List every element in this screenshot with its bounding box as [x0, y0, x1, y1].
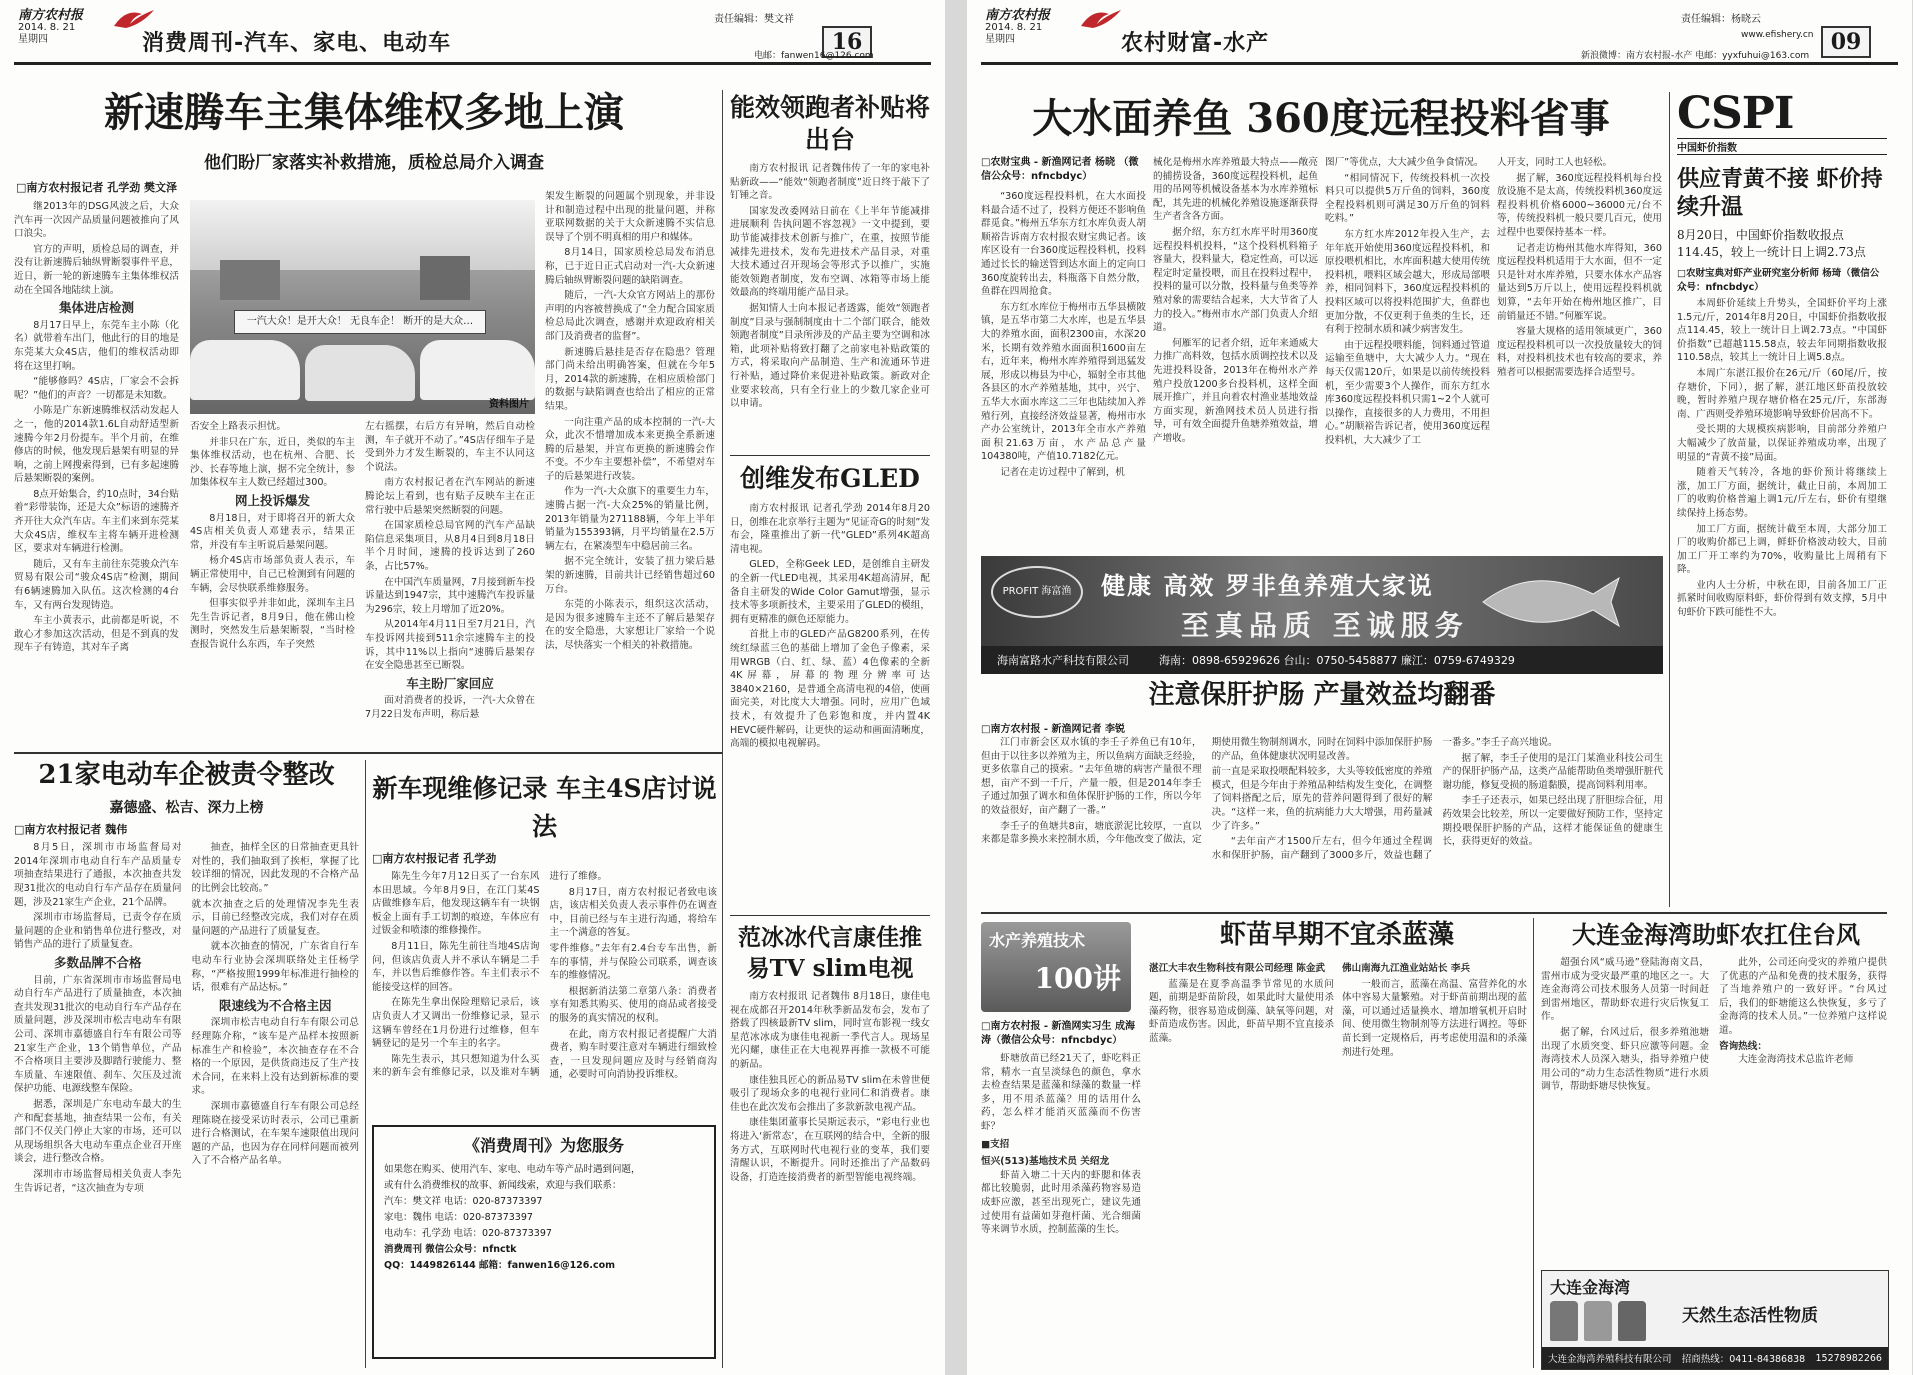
- left-page: [0, 0, 945, 1375]
- ad-company-tag: PROFIT 海富渔: [991, 566, 1083, 618]
- shrimp-paragraph: 一般而言，蓝藻在高温、富营养化的水体中容易大量繁殖。对于虾苗前期出现的蓝藻，可以通过适量换水、增加增氧机开启时间、使用微生物制剂等方法进行调控。等虾苗长到一定规格后，再考虑使用温和的杀藻剂进行处理。: [1342, 978, 1527, 1058]
- energy-story: [730, 92, 930, 430]
- cspi-paragraph: 受长期的大规模疾病影响，目前部分养殖户大幅减少了放苗量，以保证养殖成功率，出现了明显的“青黄不接”局面。: [1677, 424, 1887, 463]
- liver-paragraph: 李壬子还表示，如果已经出现了肝胆综合征，用药效果会比较差，所以一定要做好预防工作，坚持定期投喂保肝护肠的产品，这样才能保证鱼的健康生长，获得更好的效益。: [1442, 795, 1663, 848]
- lead-paragraph: 从2014年4月11日至7月21日，汽车投诉网共接到511余宗速腾车主的投诉，其中11%以上指向“速腾后悬架存在安全隐患甚至已断裂。: [365, 619, 535, 672]
- energy-paragraph: 据知情人士向本报记者透露，能效“领跑者制度”目录与强制制度由十二个部门联合，能效领跑者制度”目录所涉及的产品主要为空调和冰箱，此项补贴将致打翻了之前家电补贴政策的方式，将采取向产品制造、生产和流通环节进行补贴，通过降价来促进补贴政策。新政对企业要求较高，只有全行业上的少数几家企业可以申请。: [730, 302, 930, 410]
- photo-caption: 资料图片: [489, 399, 529, 410]
- record-paragraph: 在陈先生拿出保险理赔记录后，该店负责人才又调出一份维修记录，显示这辆车曾经在1月份进行过维修，但车辆登记的是另一个车主的名字。: [372, 997, 540, 1050]
- dalian-ad: [1541, 1270, 1889, 1370]
- dalian-ad-slogan: 天然生态活性物质: [1682, 1306, 1818, 1326]
- shrimp-col-2: [1149, 962, 1334, 1368]
- aqua-paragraph: 由于远程投喂料能，饲料通过管道运输至鱼塘中，大大减少人力。“现在每天仅需120斤，如果是以前传统投料机，至少需要3个人操作，而东方红水库360度远程投料机只需1~2个人就可以操作，直接很多的人力费用，不用担心。”胡顺裕告诉记者，使用360度远程投料机，大大减少了工: [1325, 339, 1490, 446]
- lead-paragraph: 并非只在广东，近日，类似的车主集体维权活动，也在杭州、合肥、长沙、长春等地上演，据不完全统计，参加集体权车主人数已经超过300。: [190, 436, 355, 489]
- aqua-paragraph: 械化是梅州水库养殖最大特点——敞亮的捕捞设备，360度远程投料机，起鱼用的吊网等机械设备基本为水库养殖标配，其先进的机械化养殖设施逐渐获得生产者含各方面。: [1153, 157, 1318, 223]
- paper-name: 南方农村报: [985, 8, 1051, 23]
- ev-paragraph: 就本次抽查之后的处理情况李先生表示，目前已经整改完成，我们对存在质量问题的产品进行了质量复查。: [191, 898, 359, 937]
- record-body: [372, 870, 717, 1118]
- cspi-headline: 供应青黄不接 虾价持续升温: [1677, 166, 1883, 220]
- ad-footer: [981, 646, 1663, 674]
- left-masthead: [14, 0, 931, 65]
- ev-paragraph: 深圳市松吉电动自行车有限公司总经理陈介称，“该车是产品样本按照新标准生产和检验”，本次抽查存在不合格的一个原因，是供货商违反了生产技术合同，在来料上没有达到新标准的要求。: [191, 1017, 359, 1097]
- lead-col-3: [365, 420, 535, 748]
- fanbingbing-paragraph: 康佳独具匠心的新品易TV slim在未曾世便吸引了现场众多的电视行业同仁和消费者。康佳也在此次发布会推出了多款新款电视产品。: [730, 1074, 930, 1113]
- ad-line: 家电：魏伟 电话：020-87373397: [384, 1212, 533, 1223]
- lead-paragraph: 新速腾后悬挂是否存在隐患？管理部门尚未给出明确答案，但就在今年5月，2014款的新速腾，在相应质检部门的数据与缺陷调查也给出了相应的正常结果。: [545, 346, 715, 412]
- lead-paragraph: 随后，一汽-大众官方网站上的那份声明的内容被替换成了“全力配合国家质检总局此次调查，感谢并欢迎政府相关部门及消费者的监督”。: [545, 290, 715, 342]
- contact-email: 新浪微博：南方农村报-水产 电邮：yyxfuhui@163.com: [1581, 51, 1810, 61]
- lead-paragraph: 随后，又有车主前往东莞骏众汽车贸易有限公司“骏众4S店”检测，期间有6辆速腾加入队伍。这次检测的4台车，又有两台发现铸造。: [14, 558, 179, 611]
- aqua-col-3: [1325, 156, 1490, 550]
- consumer-weekly-ad: [372, 1125, 716, 1359]
- ad-line: 或有什么消费维权的故事、新闻线索，欢迎与我们联系：: [384, 1180, 622, 1191]
- gled-paragraph: GLED，全称Geek LED，是创维自主研发的全新一代LED电视，其采用4K超高清屏，配备自主研发的Wide Color Gamut增强，显示技术等多项新技术，主要采用了GLED的模组，拥有更精准的颜色还原能力。: [730, 559, 930, 625]
- record-paragraph: 在此，南方农村报记者提醒广大消费者，购车时要注意对车辆进行细致检查，一旦发现问题应及时与经销商沟通，必要时可向消协投诉维权。: [549, 1028, 717, 1081]
- shrimp-paragraph: 虾苗入塘二十天内的虾腮和体表都比较脆弱，此时用杀藻药物容易造成虾应激，甚至出现死亡，建议先通过使用有益菌如芽孢杆菌、光合细菌等来调节水质，控制蓝藻的生长。: [981, 1169, 1141, 1236]
- aqua-paragraph: 图厂”等优点，大大减少鱼争食情况。: [1325, 157, 1484, 168]
- aqua-col-2: [1153, 156, 1318, 550]
- record-paragraph: 根据新消法第二章第八条：消费者享有知悉其购买、使用的商品或者接受的服务的真实情况的权利。: [549, 985, 717, 1024]
- aqua-paragraph: 人开支，同时工人也轻松。: [1497, 157, 1613, 168]
- aqua-col-4: [1497, 156, 1662, 550]
- dalian-body: [1541, 956, 1887, 1266]
- lead-paragraph: 架发生断裂的问题属个别现象，并非设计和制造过程中出现的批量问题，并称亚联网数据的关于大众新速腾不实信息误导了个别不明真相的用户和媒体。: [545, 191, 715, 243]
- right-masthead: [981, 0, 1898, 65]
- lead-paragraph: 杨介4S店市场部负责人表示，车辆正常使用中，自己已检测到有问题的车辆，会尽快联系维修服务。: [190, 555, 355, 594]
- gled-story: [730, 462, 930, 882]
- ev-paragraph: 据悉，深圳是广东电动车最大的生产和配套基地，抽查结果一公布，有关部门不仅关门停止大家的市场，还可以从现场组织各大电动车重点企业召开座谈会，进行整改合格。: [14, 1098, 182, 1165]
- lead-paragraph: 左右摇摆，右后方有异响，然后自动检测，车子就开不动了。”4S店仔细车子是受到外力才发生断裂的，车主不认同这个说法。: [365, 421, 535, 473]
- ev-subhead: 限速线为不合格主因: [218, 997, 332, 1013]
- gled-headline: 创维发布GLED: [740, 464, 920, 493]
- shrimp-expert: 佛山南海九江渔业站站长 李兵: [1342, 963, 1471, 974]
- section-title: 消费周刊-汽车、家电、电动车: [142, 31, 452, 56]
- fanbingbing-headline: 范冰冰代言康佳推易TV slim电视: [738, 924, 922, 982]
- record-paragraph: 8月11日，陈先生前往当地4S店询问，但该店负责人并不承认车辆是二手车，并以售后维修作答。车主们表示不能接受这样的回答。: [372, 940, 540, 993]
- lead-subhead: 网上投诉爆发: [234, 492, 310, 508]
- dalian-ad-mobile: 15278982266: [1815, 1352, 1882, 1364]
- lead-paragraph: 面对消费者的投诉，一汽-大众曾在7月22日发布声明，称后悬: [365, 695, 535, 720]
- lead-paragraph: 但事实似乎并非如此，深圳车主吕先生告诉记者，8月9日，他在佛山检测时，突然发生后悬架断裂，“当时检查报告说什么东西，车子突然: [190, 598, 355, 650]
- weekday-text: 星期四: [985, 34, 1015, 45]
- lead-paragraph: 作为一汽-大众旗下的重要生力车，速腾占据一汽-大众25%的销量比例，2013年销量为271188辆，今年上半年销量为155393辆，月平均销量在2.5万辆左右，在紧凑型车中稳居前三名。: [545, 486, 715, 552]
- cspi-story: [1677, 88, 1887, 837]
- lead-paragraph: 官方的声明，质检总局的调查，并没有让新速腾后轴纵臂断裂事件平息，近日，新一轮的新速腾车主集体维权活动在全国各地陆续上演。: [14, 243, 179, 296]
- ev-paragraph: 就本次抽查的情况，广东省自行车电动车行业协会深圳联络处主任杨学称，“严格按照1999年标准进行抽检的话，很难有产品达标。”: [191, 941, 359, 994]
- lead-subhead: 车主盼厂家回应: [406, 675, 494, 691]
- lead-paragraph: 在国家质检总局官网的汽车产品缺陷信息采集项目，从8月4日到8月18日半个月时间，速腾的投诉达到了260条，占比57%。: [365, 520, 535, 572]
- liver-paragraph: “去年亩产才1500斤左右，但今年通过全程调水和保肝护肠，亩产翻到了3000多斤，效益也翻了一番多。”李壬子高兴地说。: [1211, 737, 1558, 861]
- liver-headline: 注意保肝护肠 产量效益均翻番: [1148, 680, 1496, 710]
- lead-paragraph: 8月17日早上，东莞车主小陈（化名）就带着车出门，他此行的目的地是东莞某大众4S店，他们的维权活动即将在这里打响。: [14, 319, 179, 372]
- date-text: 2014. 8. 21: [985, 22, 1043, 33]
- aqua-paragraph: 容量大规格的适用领域更广，360度远程投料机可以一次投放量较大的饲料，对投料机技术也有较高的要求，养殖者可以根据需要选择合适型号。: [1497, 326, 1662, 378]
- aqua-paragraph: 东方红水库2012年投入生产，去年年底开始使用360度远程投料机，和原投喂机相比，水库面积越大使用传统投料机，喂料区域会越大，形成局部喂养，相同饲料下，360度远程投料机的投料区域可以将投料范围扩大，鱼群也更加分散，不仅更利于鱼类的生长，还有利于控制水质和减少病害发生。: [1325, 228, 1490, 336]
- record-paragraph: 陈先生表示，其只想知道为什么买来的新车会有维修记录，以及谁对车辆进行了维修。: [372, 871, 608, 1079]
- cspi-paragraph: 随着天气转冷，各地的虾价预计将继续上涨，加工厂方面，据统计，截止日前，本周加工厂的收购价格普遍上调1元/斤左右，虾价有望继续保持上扬态势。: [1677, 467, 1887, 519]
- dalian-paragraph: 超强台风“威马逊”登陆海南文昌，雷州市成为受灾最严重的地区之一。大连金海湾公司技术服务人员第一时间赶到雷州地区，帮助虾农进行灾后恢复工作。: [1541, 957, 1709, 1023]
- shrimp-headline: 虾苗早期不宜杀蓝藻: [1219, 920, 1454, 950]
- lead-paragraph: 8点开始集合，约10点时，34台贴着“彩带装饰，还是大众”标语的速腾齐齐开往大众汽车店。车主们来到东莞某大众4S店，维权车主将车辆开进检测区，要求对车辆进行检测。: [14, 488, 179, 555]
- aqua-paragraph: 记者在走访过程中了解到，机: [1000, 466, 1125, 478]
- energy-paragraph: 南方农村报讯 记者魏伟传了一年的家电补贴新政——“能效“领跑者制度”近日终于敲下了钉锤之音。: [730, 163, 930, 202]
- contact-email: 电邮：fanwen16@126.com: [754, 51, 874, 61]
- lead-paragraph: 一向注重产品的成本控制的一汽-大众，此次不惜增加成本来更换全系新速腾的后悬架，并宣布更换的新速腾会作不变。不少车主要想补偿”，不希望对车子的后悬架进行改装。: [545, 416, 715, 482]
- lead-paragraph: 8月18日，对于即将召开的新大众4S店相关负责人邓建表示，结果正常，并没有车主听说后悬架问题。: [190, 512, 355, 551]
- ev-paragraph: 深圳市嘉德盛自行车有限公司总经理陈晓在接受采访时表示，公司已重新进行合格测试，在车架车速限值出现问题的产品，也因为存在同样问题而被列入了不合格产品名单。: [191, 1100, 359, 1167]
- shrimp-paragraph: 蓝藻是在夏季高温季节常见的水质问题，前期是虾苗阶段，如果此时大量使用杀藻药物，很容易造成倒藻、缺氧等问题，对虾苗造成伤害。因此，虾苗早期不宜直接杀蓝藻。: [1149, 978, 1334, 1044]
- aqua-paragraph: “360度远程投料机，在大水面投料最合适不过了，投料方便还不影响鱼群觅食。”梅州五华东方红水库负责人胡顺裕告诉南方农村报农财宝典记者。该库区设有一台360度远程投料机，投料通过长长的输送管到达水面上的定向口360度旋转出去，料瓶落下自然分散，鱼群在四周抢食。: [981, 191, 1146, 298]
- lead-headline: 新速腾车主集体维权多地上演: [104, 89, 624, 136]
- tech-100-badge: [981, 922, 1131, 1012]
- shrimp-paragraph: 虾塘放苗已经21天了，虾吃料正常，精水一直呈淡绿色的颜色，拿水去检查结果是蓝藻和绿藻的数量一样多，用不用杀蓝藻？用的话用什么药，怎么样才能消灭蓝藻而不伤害虾？: [981, 1053, 1141, 1132]
- lead-paragraph: 东莞的小陈表示，组织这次活动，是因为很多速腾车主还不了解后悬架存在的安全隐患，大家想让厂家给一个说法，尽快落实一个相关的补救措施。: [545, 599, 715, 651]
- record-byline: □南方农村报记者 孔学劲: [372, 852, 497, 865]
- shrimp-subhead: ■支招: [981, 1138, 1010, 1150]
- ad-line: 汽车：樊文祥 电话：020-87373397: [384, 1196, 543, 1207]
- cspi-paragraph: 本周虾价延续上升势头，全国虾价平均上涨1.5元/斤，2014年8月20日，中国虾价指数收报点114.45，较上一统计日上调2.73点。“中国虾价指数”已超越115.58点，较去年同期指数收报110.58点，较其上一统计日上调5.8点。: [1677, 298, 1887, 364]
- aqua-col-1: [981, 190, 1146, 550]
- ev-paragraph: 8月5日，深圳市市场监督局对2014年深圳市电动自行车产品质量专项抽查结果进行了通报，本次抽查共发现31批次的电动自行车产品存在质量问题，涉及21家生产企业，21个品牌。: [14, 842, 182, 908]
- ev-paragraph: 抽查，抽样全区的日常抽查更具针对性的，我们抽取到了挨柜，掌握了比较详细的情况，因此发现的不合格产品的比例会比较高。”: [191, 842, 359, 895]
- aqua-paragraph: 何雁军的记者介绍，近年来通威大力推广高料效，包括水质调控技术以及先进投料设备，2013年在梅州水产养殖户投放1200多台投料机，这样全面展开推广，并且向着农村渔业基地效益方面实现，新渔网技术员人员进行指导，可有效全面提升鱼塘养殖效益，增产增收。: [1153, 337, 1318, 444]
- issue-date: [985, 22, 1042, 46]
- record-headline: 新车现维修记录 车主4S店讨说法: [372, 774, 717, 841]
- fanbingbing-body: [730, 990, 930, 1360]
- product-bottles-icon: [1550, 1301, 1660, 1341]
- column-rule: [365, 760, 366, 1368]
- ad-line: 电动车：孔学劲 电话：020-87373397: [384, 1228, 552, 1239]
- ev-byline: □南方农村报记者 魏伟: [14, 823, 128, 837]
- gled-paragraph: 南方农村报讯 记者孔学劲 2014年8月20日，创维在北京举行主题为“见证奇G的时刻”发布会，隆重推出了新一代“GLED”系列4K超高清电视。: [730, 503, 930, 555]
- bird-logo-icon: [1079, 6, 1123, 32]
- dalian-ad-phone: 招商热线：0411-84386838: [1681, 1354, 1806, 1365]
- ev-paragraph: 目前，广东省深圳市市场监督局电动自行车产品进行了质量抽查，本次抽查共发现31批次的电动自行车产品存在质量问题，涉及深圳市松吉电动车有限公司、深圳市嘉德盛自行车有限公司等21家生产企业，13个销售单位，产品不合格项目主要涉及脚踏行驶能力、整车质量、车速限值、刹车、欠压及过流保护功能、电源线整车保险。: [14, 974, 182, 1095]
- lead-paragraph: 南方农村报记者在汽车网站的新速腾论坛上看到，也有贴子反映车主在正常行驶中后悬架突然断裂的问题。: [365, 477, 535, 516]
- page-number: 09: [1821, 26, 1871, 58]
- liver-paragraph: 李壬子的鱼塘共8亩，塘底淤泥比较厚，一直以来都是靠多换水来控制水质，今年他改变了做法，定期使用微生物制剂调水，同时在饲料中添加保肝护肠的产品，鱼体健康状况明显改善。: [981, 737, 1433, 846]
- luofei-ad: [981, 556, 1663, 674]
- ad-title: 《消费周刊》为您服务: [463, 1136, 624, 1155]
- badge-number: 100讲: [1034, 962, 1121, 995]
- cspi-subheadline: 8月20日，中国虾价指数收报点114.45，较上一统计日上调2.73点: [1677, 228, 1866, 259]
- cspi-byline: □农财宝典对虾产业研究室分析师 杨琦（微信公众号：nfncbdyc）: [1677, 268, 1880, 293]
- fish-icon: [1473, 568, 1623, 634]
- dalian-ad-company: 大连金海湾养殖科技有限公司: [1548, 1354, 1672, 1365]
- dalian-paragraph: 据了解，台风过后，很多养殖池塘出现了水质突变、虾只应激等问题。金海湾技术人员深入塘头，指导养殖户使用公司的“动力生态活性物质”进行水质调节，帮助虾塘尽快恢复。: [1541, 1026, 1709, 1093]
- lead-photo: [190, 200, 535, 414]
- cspi-logo: CSPI: [1677, 88, 1794, 139]
- liver-byline: □南方农村报 - 新渔网记者 李锐: [981, 724, 1126, 735]
- shrimp-expert: 恒兴(513)基地技术员 关绍龙: [981, 1156, 1110, 1168]
- ad-line: 如果您在购买、使用汽车、家电、电动车等产品时遇到问题，: [384, 1164, 641, 1175]
- ev-subheadline: 嘉德盛、松吉、深力上榜: [109, 800, 264, 817]
- editor-credit: 责任编辑：杨晓云: [1681, 14, 1761, 25]
- lead-paragraph: 继2013年的DSG风波之后，大众汽车再一次因产品质量问题被推向了风口浪尖。: [14, 201, 179, 240]
- shrimp-expert: 湛江大丰农生物科技有限公司经理 陈金武: [1149, 963, 1326, 974]
- aqua-paragraph: “相同情况下，传统投料机一次投料只可以提供5万斤鱼的饲料，360度全程投料机则可满足30万斤鱼的饲料吃料。”: [1325, 172, 1490, 225]
- lead-paragraph: “能够修吗？4S店，厂家会不会拆呢？”他们的声音？一切都是未知数。: [14, 376, 179, 401]
- lead-byline: □南方农村报记者 孔学劲 樊文泽: [16, 181, 178, 194]
- editor-credit: 责任编辑：樊文祥: [714, 14, 794, 25]
- page-number: 16: [822, 26, 872, 58]
- fanbingbing-story: [730, 922, 930, 1360]
- liver-paragraph: 前一直是采取投喂配料较多，大头等较低密度的养殖模式，但是今年由于养殖品种结构发生变化，在调整了饲料搭配之后，原先的营养问题得到了很好的解决。“这样一来，鱼的抗病能力大大增强，用药量减少了许多。”: [1211, 766, 1433, 832]
- cspi-body: [1677, 297, 1887, 837]
- ad-line: 消费周刊 微信公众号：nfnctk: [384, 1244, 517, 1255]
- lead-col-4: [545, 190, 715, 748]
- section-divider: [14, 752, 722, 754]
- shrimp-col-1: [981, 1052, 1141, 1368]
- story-divider: [730, 915, 930, 916]
- energy-paragraph: 国家发改委网站日前在《上半年节能减排进展顺利 告执问题不容忽视》一文中提到，要助节能减排技术创新与推广，在重，按照节能减排先进技术，发布先进技术产品目录，对重大技术通过召开现场会等形式予以推广，实施能效领跑者制度，发布空调、冰箱等市场上能效最高的终端用能产品目录。: [730, 205, 930, 299]
- cspi-paragraph: 业内人士分析，中秋在即，目前各加工厂正抓紧时间收购原料虾，虾价得到有效支撑，5月中旬虾价下跌可能性不大。: [1677, 579, 1887, 619]
- aqua-lead-headline: 大水面养鱼 360度远程投料省事: [1032, 95, 1610, 142]
- liver-paragraph: 据了解，李壬子使用的是江门某渔业科技公司生产的保肝护肠产品，这类产品能帮助鱼类增强肝脏代谢功能，修复受损的肠道黏膜，提高饲料利用率。: [1442, 752, 1663, 791]
- ev-subhead: 多数品牌不合格: [53, 955, 142, 971]
- ad-line-2: 至真品质 至诚服务: [1181, 609, 1469, 642]
- story-divider: [730, 455, 930, 456]
- ev-paragraph: 深圳市市场监督局相关负责人李先生告诉记者，“这次抽查为专项: [14, 1168, 182, 1194]
- ev-headline: 21家电动车企被责令整改: [38, 760, 335, 790]
- section-divider: [981, 912, 1887, 914]
- lead-col-2: [190, 420, 355, 748]
- right-page: [967, 0, 1912, 1375]
- energy-body: [730, 162, 930, 430]
- ad-phones: 海南：0898-65929626 台山：0750-5458877 廉江：0759-6749329: [1159, 654, 1515, 667]
- ad-line: QQ：1449826144 邮箱：fanwen16@126.com: [384, 1260, 616, 1271]
- energy-headline: 能效领跑者补贴将出台: [730, 93, 931, 154]
- lead-subheadline: 他们盼厂家落实补救措施，质检总局介入调查: [204, 153, 544, 173]
- liver-paragraph: 江门市新会区双水镇的李壬子养鱼已有10年，但由于以往多以养殖为主，所以鱼病方面缺乏经验，更多依靠自己的摸索。“去年鱼塘的病害产量很不理想，亩产不到一千斤，产量一般，但是2014年李壬子通过加强了调水和鱼体保肝护肠的工作，所以今年的效益很好，亩产翻了一番。”: [981, 737, 1202, 816]
- column-rule: [722, 90, 723, 1368]
- record-story: [372, 770, 717, 1118]
- dalian-ad-logo: 大连金海湾: [1550, 1278, 1631, 1297]
- dalian-paragraph: 咨询热线：: [1719, 1040, 1767, 1052]
- dalian-paragraph: 此外，公司还向受灾的养殖户提供了优惠的产品和免费的技术服务，获得了当地养殖户的一致好评。“台风过后，我们的虾塘能这么快恢复，多亏了金海湾的技术人员。”一位养殖户这样说道。: [1719, 957, 1887, 1036]
- ev-body: [14, 841, 359, 1361]
- lead-story: [14, 70, 714, 195]
- lead-paragraph: 小陈是广东新速腾维权活动发起人之一，他的2014款1.6L自动舒适型新速腾今年2月份提车。半个月前，在维修店的时候，他发现后悬架有明显的异响，之前上网搜索得到，已有多起速腾后悬架断裂的案例。: [14, 405, 179, 485]
- aqua-paragraph: 记者走访梅州其他水库得知，360度远程投料机适用于大水面，但不一定只是针对水库养殖，只要水体水产品容量达到5万斤以上，使用远程投料机就划算，“去年开始在梅州地区推广，目前销量还不错。”何雁军说。: [1497, 242, 1662, 322]
- issue-date: [18, 22, 75, 46]
- gled-body: [730, 502, 930, 882]
- liver-body: [981, 736, 1663, 906]
- gled-paragraph: 首批上市的GLED产品G8200系列，在传统红绿蓝三色的基础上增加了金色子像素，采用WRGB（白、红、绿、蓝）4色像素的全新4K屏幕，屏幕的物理分辨率可达3840×2160，是普通全高清电视的4倍，使画面完美，对比度大大增强。同时，应用广色域技术，有效提升了色彩饱和度，并内置4K HEVC硬件解码，让更快的运动和画面清晰度，高端的模拟电视解码。: [730, 629, 930, 750]
- ad-company-name: 海南富路水产科技有限公司: [997, 654, 1129, 667]
- lead-subhead: 集体进店检测: [58, 300, 134, 316]
- aqua-paragraph: 据介绍，东方红水库平时用360度远程投料机投料，“这个投料机料箱子容量大，投料量大，稳定性高，可以远程定时定量投喂，而且在投料过程中，投料的量可以分散，投料量与鱼类等养殖对象的需要结合起来，大大节省了人力的投入。”梅州市水产部门负责人介绍道。: [1153, 226, 1318, 334]
- aqua-lead-byline: □农财宝典 - 新渔网记者 杨晓 （微信公众号：nfncbdyc）: [981, 157, 1139, 182]
- section-title: 农村财富-水产: [1121, 31, 1270, 56]
- cspi-logo-sub: 中国虾价指数: [1677, 138, 1887, 155]
- lead-paragraph: 8月14日，国家质检总局发布消息称，已于近日正式启动对一汽-大众新速腾后轴纵臂断裂问题的缺陷调查。: [545, 247, 715, 286]
- ev-story: [14, 762, 359, 1361]
- aqua-paragraph: 东方红水库位于梅州市五华县横陂镇，是五华市第二大水库，也是五华县大的养殖水面，面积2300亩，水深20米，长期有效养殖水面面积1600亩左右，近年来，梅州水库养殖得到迅猛发展，形成以梅县为中心，辐射全市其他各县区的水产养殖基地，其中，兴宁、五华大水面水库这二三年也陆续加入养殖行列，直接经济效益显著，梅州市水产办公室统计，2013年全市水产养殖面积21.63万亩，水产品总产量104380吨，产值10.7182亿元。: [981, 301, 1146, 463]
- badge-title: 水产养殖技术: [989, 931, 1086, 950]
- cspi-paragraph: 本周广东湛江报价在26元/斤（60尾/斤，按存塘价，下同），据了解，湛江地区虾苗投放较晚，暂时养殖户现存塘价格在25元/斤，东部海南、广西则受养殖环境影响导致虾价居高不下。: [1677, 367, 1887, 420]
- ev-paragraph: 深圳市市场监督局，已责令存在质量问题的企业和销售单位进行整改，对销售产品的进行了质量复查。: [14, 912, 182, 951]
- column-rule: [1533, 918, 1534, 1368]
- ad-line-1: 健康 高效 罗非鱼养殖大家说: [1101, 571, 1434, 600]
- cspi-paragraph: 加工厂方面，据统计截至本周，大部分加工厂的收购价都已上调，鲜虾价格波动较大，目前加工厂开工率约为70%，收购量比上周稍有下降。: [1677, 523, 1887, 576]
- lead-paragraph: 否安全上路表示担忧。: [190, 421, 286, 432]
- site-url: www.efishery.cn: [1741, 30, 1814, 40]
- protest-banner: 一汽大众！是开大众！ 无良车企！ 断开的是大众…: [234, 310, 486, 334]
- lead-col-1: [14, 200, 179, 748]
- dalian-paragraph: 大连金海湾技术总监许老师: [1738, 1054, 1854, 1066]
- weekday-text: 星期四: [18, 34, 48, 45]
- record-paragraph: 零件维修。”去年有2.4台专车出售，新车的事情，并与保险公司联系，调查该车的维修情况。: [549, 942, 717, 982]
- fanbingbing-paragraph: 康佳集团董事长吴斯远表示，“彩电行业也将进入‘新常态’，在互联网的结合中，全新的服务方式，互联网时代电视行业的变革，我们要清醒认识，不断提升。同时还推出了产品数码设备，打造连接消费者的新型智能电视终端。: [730, 1117, 930, 1183]
- shrimp-col-3: [1342, 962, 1527, 1368]
- dalian-ad-footer: [1542, 1347, 1888, 1369]
- date-text: 2014. 8. 21: [18, 22, 76, 33]
- dalian-headline: 大连金海湾助虾农扛住台风: [1572, 920, 1860, 949]
- column-rule: [1669, 92, 1670, 907]
- lead-paragraph: 在中国汽车质量网，7月接到新车投诉量达到1947宗，其中速腾汽车投诉量为296宗，较上月增加了近20%。: [365, 576, 535, 615]
- fanbingbing-paragraph: 南方农村报讯 记者魏伟 8月18日，康佳电视在成都召开2014年秋季新品发布会，发布了搭载了四核最新TV slim，同时宣布影视一线女星范冰冰成为康佳电视新一季代言人。现场星光闪耀，康佳正在大电视界再推一款极不可能的新品。: [730, 991, 930, 1070]
- paper-name: 南方农村报: [18, 8, 84, 23]
- aqua-paragraph: 据了解，360度远程投料机每台投放设施不是太高，传统投料机360度远程投料机价格6000~36000元/台不等，传统投料机一般只要几百元，使用过程中也要保持基本一样。: [1497, 172, 1662, 238]
- record-paragraph: 8月17日，南方农村报记者致电该店，该店相关负责人表示事件仍在调查中，目前已经与车主进行沟通，将给车主一个满意的答复。: [549, 886, 717, 939]
- lead-paragraph: 据不完全统计，安装了扭力梁后悬架的新速腾，目前共计已经销售超过60万台。: [545, 556, 715, 595]
- lead-paragraph: 车主小黄表示，此前都是听说，不敢心才参加这次活动，但是不到真的发现车子有铸造，其对车子离: [14, 615, 179, 654]
- shrimp-byline: □南方农村报 - 新渔网实习生 成海涛（微信公众号：nfncbdyc）: [981, 1021, 1136, 1046]
- record-paragraph: 陈先生今年7月12日买了一台东风本田思域。今年8月9日，在江门某4S店做维修车后，他发现这辆车有一块钢板金上面有手工切割的痕迹，车体应有过钣金和喷漆的维修操作。: [372, 871, 540, 937]
